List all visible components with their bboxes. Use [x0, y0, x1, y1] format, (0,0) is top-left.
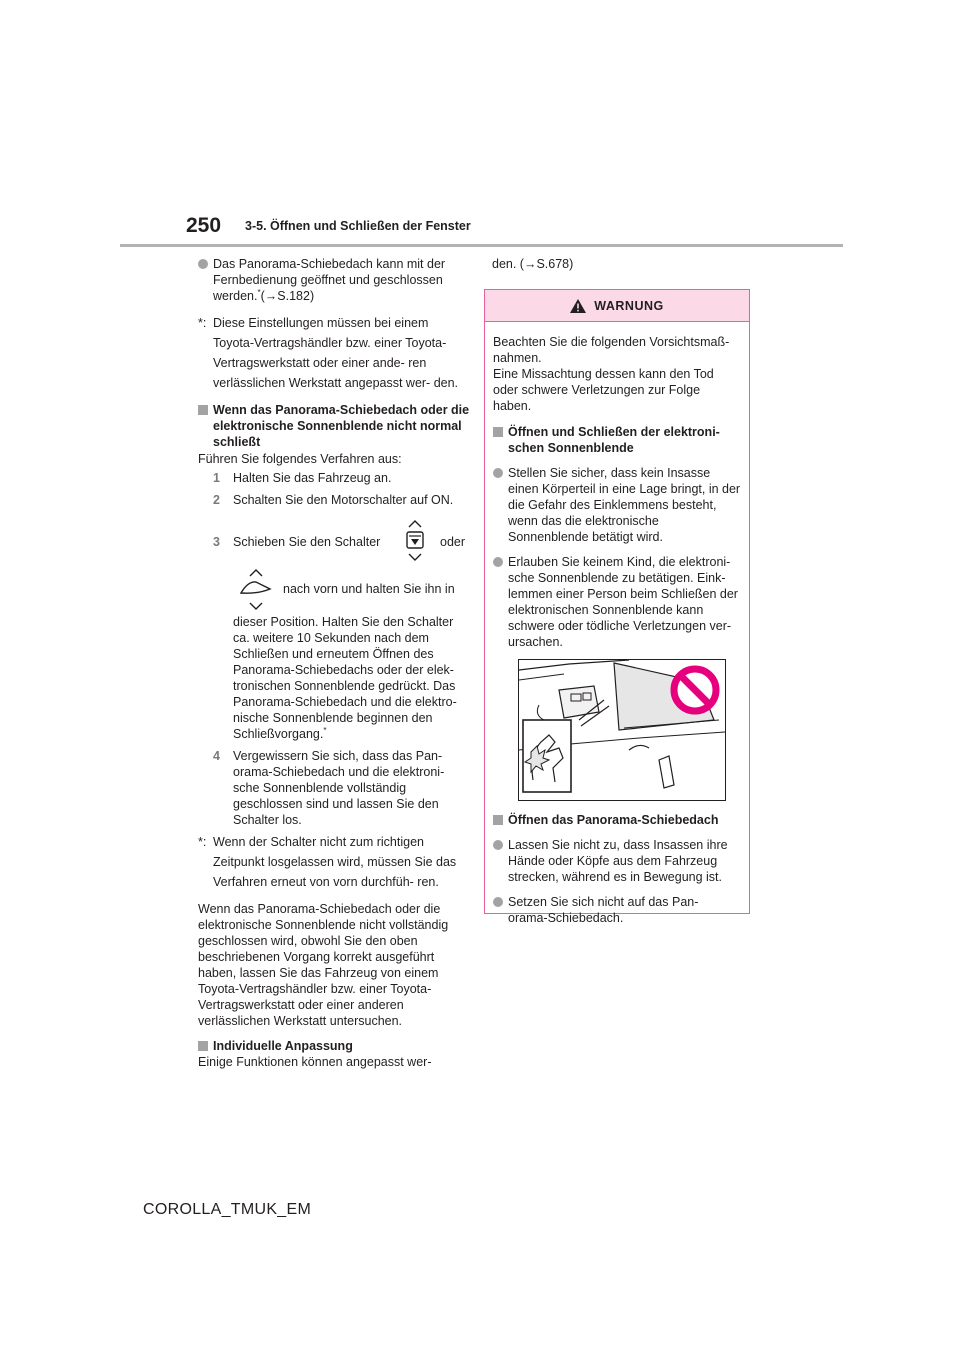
warning-triangle-icon [570, 299, 586, 313]
section-title: 3-5. Öffnen und Schließen der Fenster [245, 219, 471, 233]
step-text: Halten Sie das Fahrzeug an. [233, 471, 392, 485]
step-text: Schalten Sie den Motorschalter auf ON. [233, 493, 454, 507]
step-number: 3 [213, 535, 220, 549]
warning-body [485, 322, 749, 926]
warning-box [484, 289, 750, 925]
step-text: Vergewissern Sie sich, dass das Pan- orama-Schiebedach und die elektroni- sche Sonnenblende vollständig geschlossen sind und lassen Sie den Schalter los. [233, 749, 445, 827]
step-item: 3 Schieben Sie den Schalter oder nach vorn und halten Sie ihn in dieser Position. Halten Sie den Schalter ca. weitere 10 Sekunden nach dem Schließen und erneutem Öffnen des Panorama-Schiebedachs oder der elek- tronischen Sonnenblende gedrückt. Das Panorama-Schiebedach und die elektro- nische Sonnenblende beginnen den Schließvorgang.* [198, 520, 470, 742]
step-item [198, 748, 470, 828]
circle-bullet-icon [493, 897, 503, 907]
step-number: 4 [213, 749, 220, 763]
page-reference: (→S.182) [260, 289, 315, 303]
step-number: 2 [213, 493, 220, 507]
step-text: oder [440, 535, 466, 549]
paragraph: Wenn das Panorama-Schiebedach oder die elektronische Sonnenblende nicht vollständig geschlossen wird, obwohl Sie den oben beschriebenen Vorgang korrekt ausgeführt haben, lassen Sie das Fahrzeug von einem Toyota-Vertragshändler bzw. einer Toyota-Vertragswerkstatt oder einer anderen verlässlichen Werkstatt untersuchen. [198, 902, 449, 1028]
section-heading: Individuelle Anpassung [198, 1038, 470, 1054]
header-divider [120, 244, 843, 247]
sunshade-pinch-illustration [518, 659, 726, 801]
footnote [198, 313, 470, 393]
square-bullet-icon [493, 427, 503, 437]
square-bullet-icon [198, 405, 208, 415]
footnote-mark: *: [198, 835, 207, 849]
list-item: Setzen Sie sich nicht auf das Pan- orama-Schiebedach. [493, 894, 741, 926]
list-item: Lassen Sie nicht zu, dass Insassen ihre Hände oder Köpfe aus dem Fahrzeug strecken, während es in Bewegung ist. [493, 837, 741, 885]
square-bullet-icon [493, 815, 503, 825]
step-item [198, 470, 470, 486]
step-text: Schieben Sie den Schalter [233, 535, 381, 549]
square-bullet-icon [198, 1041, 208, 1051]
sunroof-slide-switch-icon [238, 568, 274, 612]
section-heading: Wenn das Panorama-Schiebedach oder die elektronische Sonnenblende nicht normal schließt [198, 402, 470, 450]
footnote [198, 832, 470, 892]
prohibition-sign-icon [669, 664, 721, 716]
bullet-text: Das Panorama-Schiebedach kann mit der Fernbedienung geöffnet und geschlossen werden. [213, 257, 446, 303]
page-number: 250 [186, 214, 222, 237]
warning-intro: Beachten Sie die folgenden Vorsichtsmaß- nahmen. [493, 335, 730, 365]
footnote-mark: *: [198, 316, 207, 330]
circle-bullet-icon [493, 840, 503, 850]
warning-header [485, 290, 749, 322]
list-item: Erlauben Sie keinem Kind, die elektroni- sche Sonnenblende zu betätigen. Eink- lemmen einer Person beim Schließen der elektronischen Sonnenblende kann schwere oder tödliche Verletzungen ver- ursachen. [493, 554, 741, 650]
sunroof-tilt-switch-icon [401, 520, 429, 562]
footnote-text: Diese Einstellungen müssen bei einem Toyota-Vertragshändler bzw. einer Toyota-Vertragswerkstatt oder einer ande- ren verlässlichen Werkstatt angepasst wer- den. [213, 316, 459, 390]
right-column-top [492, 256, 752, 272]
footer-model-code: COROLLA_TMUK_EM [143, 1201, 312, 1218]
step-number: 1 [213, 471, 220, 485]
warning-heading: Öffnen und Schließen der elektroni- schen Sonnenblende [493, 424, 741, 456]
circle-bullet-icon [198, 259, 208, 269]
circle-bullet-icon [493, 468, 503, 478]
left-column [198, 256, 470, 1070]
list-item: Stellen Sie sicher, dass kein Insasse einen Körperteil in eine Lage bringt, in der die Gefahr des Einklemmens besteht, wenn das die elektronische Sonnenblende betätigt wird. [493, 465, 741, 545]
step-text: dieser Position. Halten Sie den Schalter ca. weitere 10 Sekunden nach dem Schließen und erneutem Öffnen des Panorama-Schiebedachs oder der elek- tronischen Sonnenblende gedrückt. Das Panorama-Schiebedach und die elektro- nische Sonnenblende beginnen den Schließvorgang. [233, 615, 457, 741]
intro-text: Führen Sie folgendes Verfahren aus: [198, 452, 402, 466]
step-text: nach vorn und halten Sie ihn in [283, 582, 455, 596]
footnote-text: Wenn der Schalter nicht zum richtigen Zeitpunkt losgelassen wird, müssen Sie das Verfahren erneut von vorn durchfüh- ren. [213, 835, 457, 889]
circle-bullet-icon [493, 557, 503, 567]
warning-heading: Öffnen das Panorama-Schiebedach [493, 812, 741, 828]
step-item [198, 492, 470, 508]
warning-intro: Eine Missachtung dessen kann den Tod oder schwere Verletzungen zur Folge haben. [493, 367, 714, 413]
paragraph: Einige Funktionen können angepasst wer- [198, 1055, 432, 1069]
continuation-text: den. (→S.678) [492, 257, 574, 271]
list-item: Das Panorama-Schiebedach kann mit der Fernbedienung geöffnet und geschlossen werden.*(→S.182) [198, 256, 470, 304]
warning-title: WARNUNG [594, 298, 664, 313]
